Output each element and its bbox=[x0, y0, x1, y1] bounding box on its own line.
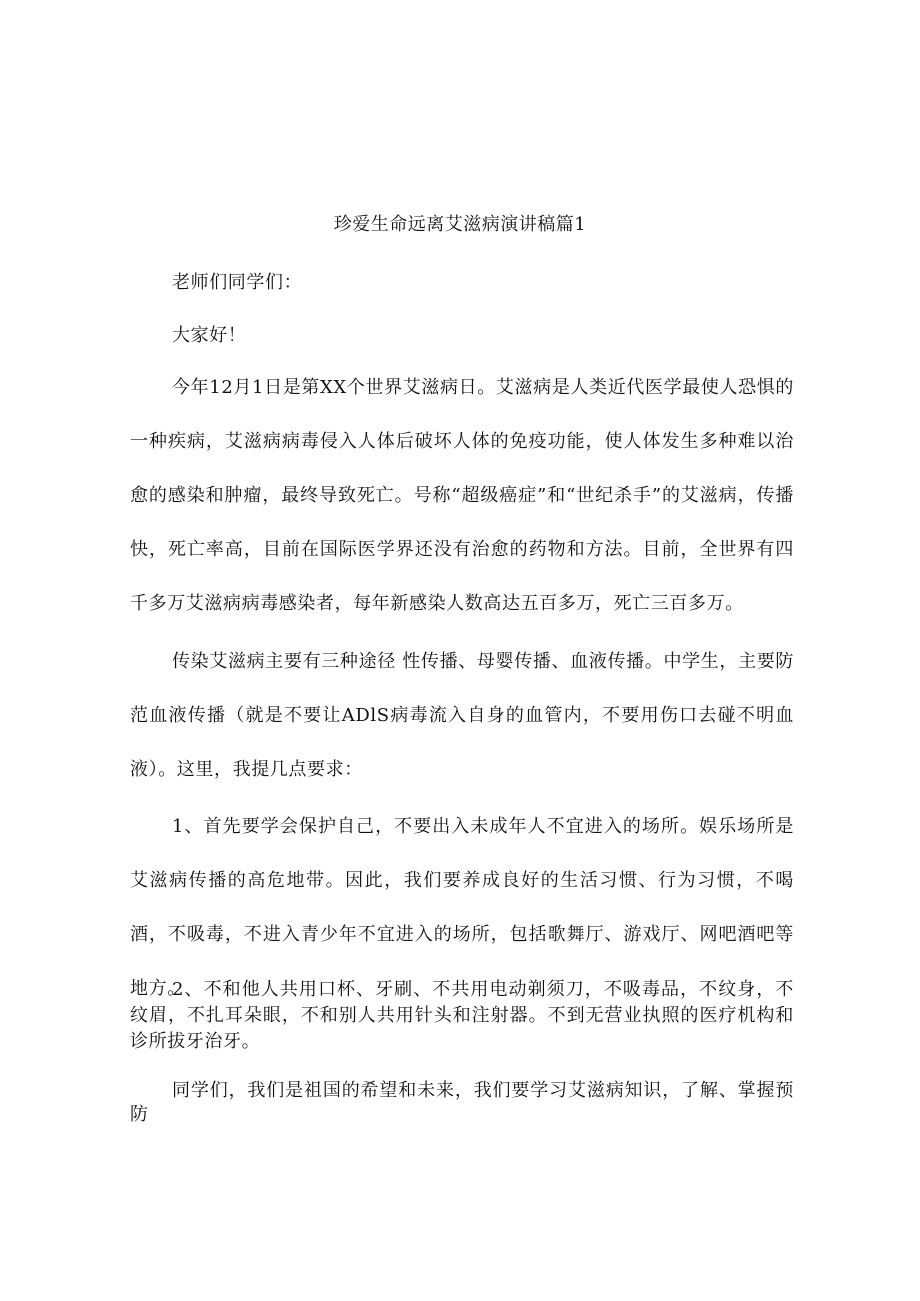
greeting-line: 老师们同学们： bbox=[172, 272, 303, 293]
paragraph-closing: 同学们，我们是祖国的希望和未来，我们要学习艾滋病知识，了解、掌握预防 bbox=[130, 1080, 794, 1125]
paragraph-requirement-1: 1、首先要学会保护自己，不要出入未成年人不宜进入的场所。娱乐场所是艾滋病传播的高危地带。因此，我们要养成良好的生活习惯、行为习惯，不喝酒，不吸毒，不进入青少年不宜进入的场所，包括歌舞厅、游戏厅、网吧酒吧等地方。 bbox=[130, 816, 794, 999]
paragraph-aids-introduction: 今年12月1日是第XX个世界艾滋病日。艾滋病是人类近代医学最使人恐惧的一种疾病，艾滋病病毒侵入人体后破坏人体的免疫功能，使人体发生多种难以治愈的感染和肿瘤，最终导致死亡。号称“超级癌症”和“世纪杀手”的艾滋病，传播快，死亡率高，目前在国际医学界还没有治愈的药物和方法。目前，全世界有四千多万艾滋病病毒感染者，每年新感染人数高达五百多万，死亡三百多万。 bbox=[130, 377, 794, 614]
paragraph-transmission-routes: 传染艾滋病主要有三种途径 性传播、母婴传播、血液传播。中学生，主要防范血液传播（就是不要让ADlS病毒流入自身的血管内，不要用伤口去碰不明血液）。这里，我提几点要求： bbox=[130, 651, 794, 780]
salutation-line: 大家好！ bbox=[172, 325, 247, 346]
paragraph-requirement-2: 2、不和他人共用口杯、牙刷、不共用电动剃须刀，不吸毒品，不纹身，不纹眉，不扎耳朵眼，不和别人共用针头和注射器。不到无营业执照的医疗机构和诊所拔牙治牙。 bbox=[130, 979, 794, 1052]
document-title: 珍爱生命远离艾滋病演讲稿篇1 bbox=[333, 214, 587, 235]
